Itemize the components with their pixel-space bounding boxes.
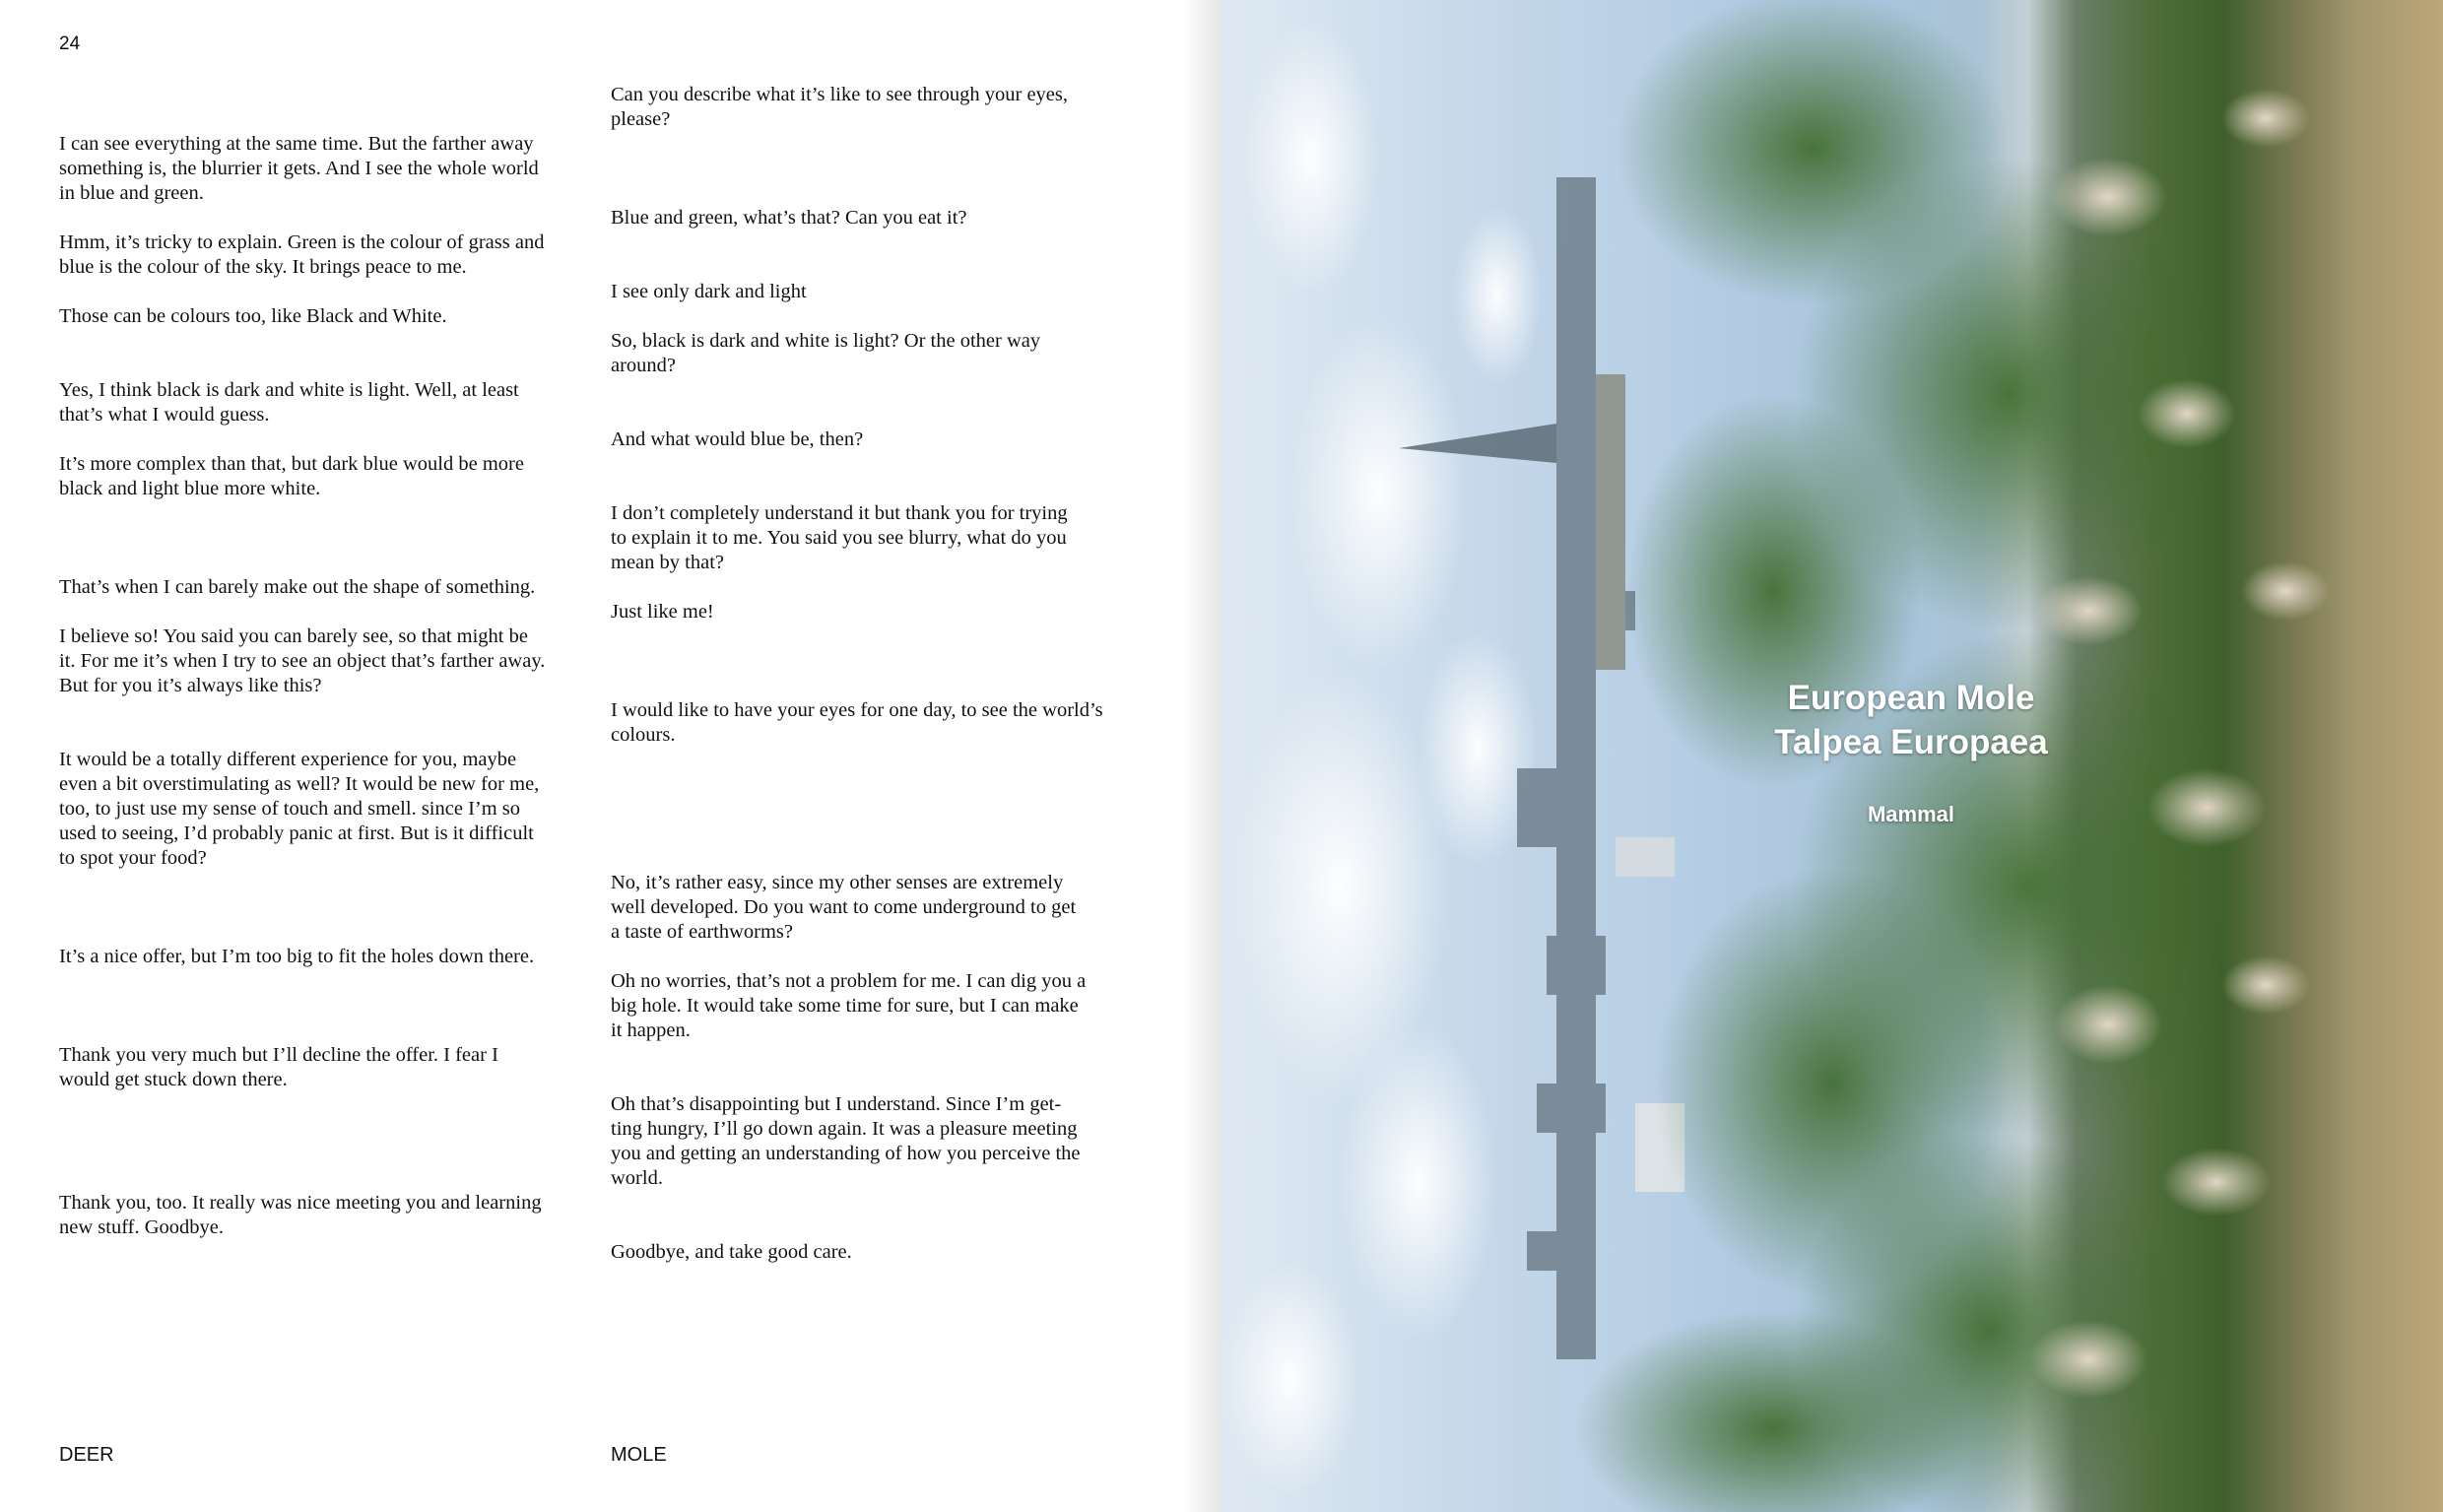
deer-line: blue is the colour of the sky. It brings peace to me. xyxy=(59,256,467,278)
deer-footer-label: DEER xyxy=(59,1444,114,1466)
mole-line: mean by that? xyxy=(611,552,724,573)
deer-line: It’s more complex than that, but dark blue would be more xyxy=(59,453,524,475)
mole-line: a taste of earthworms? xyxy=(611,921,793,943)
mole-line: it happen. xyxy=(611,1019,691,1041)
deer-line: It would be a totally different experience for you, maybe xyxy=(59,749,517,770)
deer-line: Thank you very much but I’ll decline the offer. I fear I xyxy=(59,1044,498,1066)
species-title xyxy=(1694,676,2128,764)
deer-line: in blue and green. xyxy=(59,182,204,204)
mole-line: you and getting an understanding of how you perceive the xyxy=(611,1143,1081,1164)
deer-line: too, to just use my sense of touch and smell. since I’m so xyxy=(59,798,521,820)
mole-line: Blue and green, what’s that? Can you eat it? xyxy=(611,207,967,229)
mole-line: to explain it to me. You said you see blurry, what do you xyxy=(611,527,1067,549)
mole-line: And what would blue be, then? xyxy=(611,428,864,450)
deer-column xyxy=(59,0,585,1512)
deer-line: to spot your food? xyxy=(59,847,207,869)
mole-line: Goodbye, and take good care. xyxy=(611,1241,852,1263)
mole-line: I see only dark and light xyxy=(611,281,807,302)
deer-line: would get stuck down there. xyxy=(59,1069,288,1090)
deer-line: black and light blue more white. xyxy=(59,478,321,499)
latin-name: Talpea Europaea xyxy=(1774,723,2048,761)
deer-line: I can see everything at the same time. But the farther away xyxy=(59,133,534,155)
deer-line: new stuff. Goodbye. xyxy=(59,1216,225,1238)
mole-line: I would like to have your eyes for one day, to see the world’s xyxy=(611,699,1103,721)
photo-page xyxy=(1222,0,2443,1512)
mole-line: Can you describe what it’s like to see through your eyes, xyxy=(611,84,1068,105)
common-name: European Mole xyxy=(1787,679,2035,717)
mole-line: I don’t completely understand it but thank you for trying xyxy=(611,502,1068,524)
mole-line: No, it’s rather easy, since my other senses are extremely xyxy=(611,872,1064,893)
mole-line: Oh that’s disappointing but I understand. Since I’m get- xyxy=(611,1093,1062,1115)
deer-line: That’s when I can barely make out the shape of something. xyxy=(59,576,536,598)
page-number: 24 xyxy=(59,33,81,54)
deer-line: Hmm, it’s tricky to explain. Green is the colour of grass and xyxy=(59,231,545,253)
deer-line: It’s a nice offer, but I’m too big to fit the holes down there. xyxy=(59,946,535,967)
mole-line: world. xyxy=(611,1167,663,1189)
deer-line: I believe so! You said you can barely see, so that might be xyxy=(59,625,528,647)
deer-line: Yes, I think black is dark and white is light. Well, at least xyxy=(59,379,519,401)
deer-line: that’s what I would guess. xyxy=(59,404,270,426)
gutter-shadow xyxy=(1182,0,1222,1512)
mole-line: Just like me! xyxy=(611,601,714,623)
deer-line: used to seeing, I’d probably panic at first. But is it difficult xyxy=(59,822,534,844)
deer-line: even a bit overstimulating as well? It would be new for me, xyxy=(59,773,540,795)
mole-line: around? xyxy=(611,355,677,376)
deer-line: But for you it’s always like this? xyxy=(59,675,322,696)
mole-line: well developed. Do you want to come underground to get xyxy=(611,896,1077,918)
mole-footer-label: MOLE xyxy=(611,1444,667,1466)
mole-line: ting hungry, I’ll go down again. It was a pleasure meeting xyxy=(611,1118,1078,1140)
mole-line: So, black is dark and white is light? Or the other way xyxy=(611,330,1041,352)
mole-line: colours. xyxy=(611,724,676,746)
deer-line: Thank you, too. It really was nice meeting you and learning xyxy=(59,1192,542,1214)
deer-line: Those can be colours too, like Black and White. xyxy=(59,305,447,327)
mole-line: big hole. It would take some time for sure, but I can make xyxy=(611,995,1079,1017)
mole-column xyxy=(611,0,1137,1512)
mole-line: please? xyxy=(611,108,671,130)
mole-line: Oh no worries, that’s not a problem for me. I can dig you a xyxy=(611,970,1087,992)
clouds xyxy=(1222,20,1542,1497)
species-category: Mammal xyxy=(1867,802,1955,826)
deer-line: it. For me it’s when I try to see an object that’s farther away. xyxy=(59,650,546,672)
deer-line: something is, the blurrier it gets. And I see the whole world xyxy=(59,158,539,179)
